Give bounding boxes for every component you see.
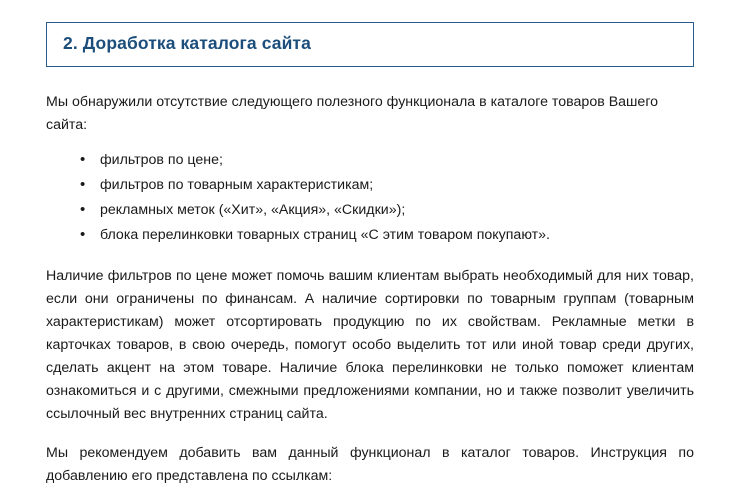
section-heading-box (46, 22, 694, 67)
section-heading-text: 2. Доработка каталога сайта (63, 33, 311, 53)
intro-paragraph: Мы обнаружили отсутствие следующего полезного функционала в каталоге товаров Вашего сайта: (46, 93, 659, 133)
list-item: • фильтров по товарным характеристикам; (46, 174, 694, 197)
missing-features-list (46, 149, 694, 247)
explanation-paragraph: Наличие фильтров по цене может помочь вашим клиентам выбрать необходимый для них товар, если они ограничены по финансам. А наличие сортировки по товарным группам (товарным характеристикам) может отсортировать продукцию по их свойствам. Рекламные метки в карточках товаров, в свою очередь, помогут особо выделить тот или иной товар среди других, сделать акцент на этом товаре. Наличие блока перелинковки не только поможет клиентам ознакомиться и с другими, смежными предложениями компании, но и также позволит увеличить ссылочный вес внутренних страниц сайта. (46, 267, 694, 422)
list-item: • рекламных меток («Хит», «Акция», «Скидки»); (46, 199, 694, 222)
list-item: • блока перелинковки товарных страниц «С этим товаром покупают». (46, 224, 694, 247)
list-item: • фильтров по цене; (46, 149, 694, 172)
recommendation-paragraph: Мы рекомендуем добавить вам данный функционал в каталог товаров. Инструкция по добавлению его представлена по ссылкам: (46, 444, 694, 484)
